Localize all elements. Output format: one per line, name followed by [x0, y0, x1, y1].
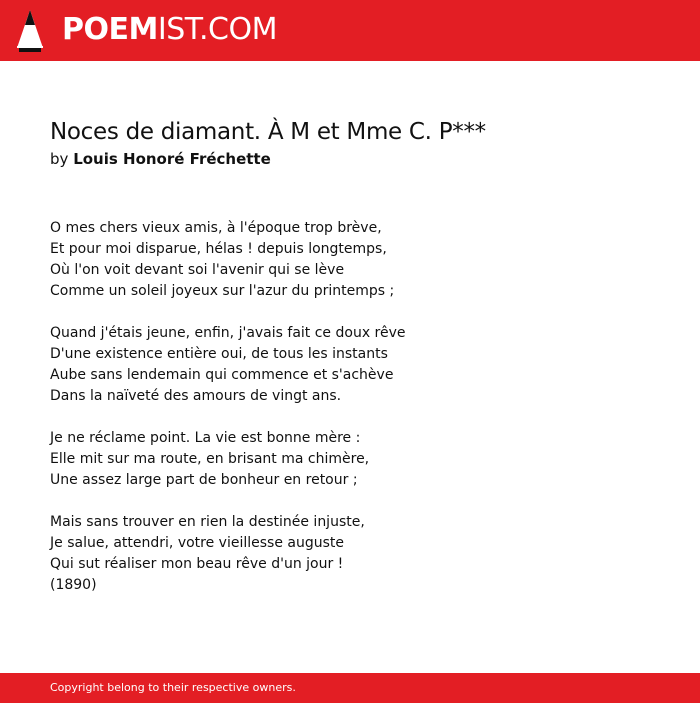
logo-bold-text: POEM	[62, 12, 158, 47]
poem-body	[50, 218, 670, 617]
site-header	[0, 0, 700, 61]
by-prefix: by	[50, 150, 69, 168]
poem-author: Louis Honoré Fréchette	[73, 150, 271, 168]
poem-line: Une assez large part de bonheur en retour ;	[50, 472, 358, 488]
poem-line: Je ne réclame point. La vie est bonne mère :	[50, 430, 361, 446]
poem-line: Qui sut réaliser mon beau rêve d'un jour !	[50, 556, 344, 572]
stanza	[50, 218, 670, 302]
logo-light-text: IST.COM	[157, 12, 277, 47]
poem-line: Aube sans lendemain qui commence et s'achève	[50, 367, 394, 383]
poem-line: O mes chers vieux amis, à l'époque trop brève,	[50, 220, 382, 236]
stanza	[50, 428, 670, 491]
poem-line: D'une existence entière oui, de tous les instants	[50, 346, 388, 362]
poem-line: Elle mit sur ma route, en brisant ma chimère,	[50, 451, 370, 467]
site-logo[interactable]	[62, 12, 277, 48]
poem-line: Et pour moi disparue, hélas ! depuis longtemps,	[50, 241, 387, 257]
poem-date: (1890)	[50, 577, 97, 593]
poem-line: Comme un soleil joyeux sur l'azur du printemps ;	[50, 283, 395, 299]
poem-line: Dans la naïveté des amours de vingt ans.	[50, 388, 342, 404]
stanza	[50, 512, 670, 596]
poem-line: Je salue, attendri, votre vieillesse auguste	[50, 535, 344, 551]
copyright-notice: Copyright belong to their respective owners.	[50, 681, 296, 694]
pencil-logo-icon[interactable]	[17, 10, 43, 52]
poem-line: Mais sans trouver en rien la destinée injuste,	[50, 514, 365, 530]
poem-line: Quand j'étais jeune, enfin, j'avais fait ce doux rêve	[50, 325, 406, 341]
stanza	[50, 323, 670, 407]
poem-byline	[50, 149, 271, 169]
site-footer	[0, 673, 700, 703]
poem-title: Noces de diamant. À M et Mme C. P***	[50, 119, 486, 145]
poem-line: Où l'on voit devant soi l'avenir qui se lève	[50, 262, 345, 278]
